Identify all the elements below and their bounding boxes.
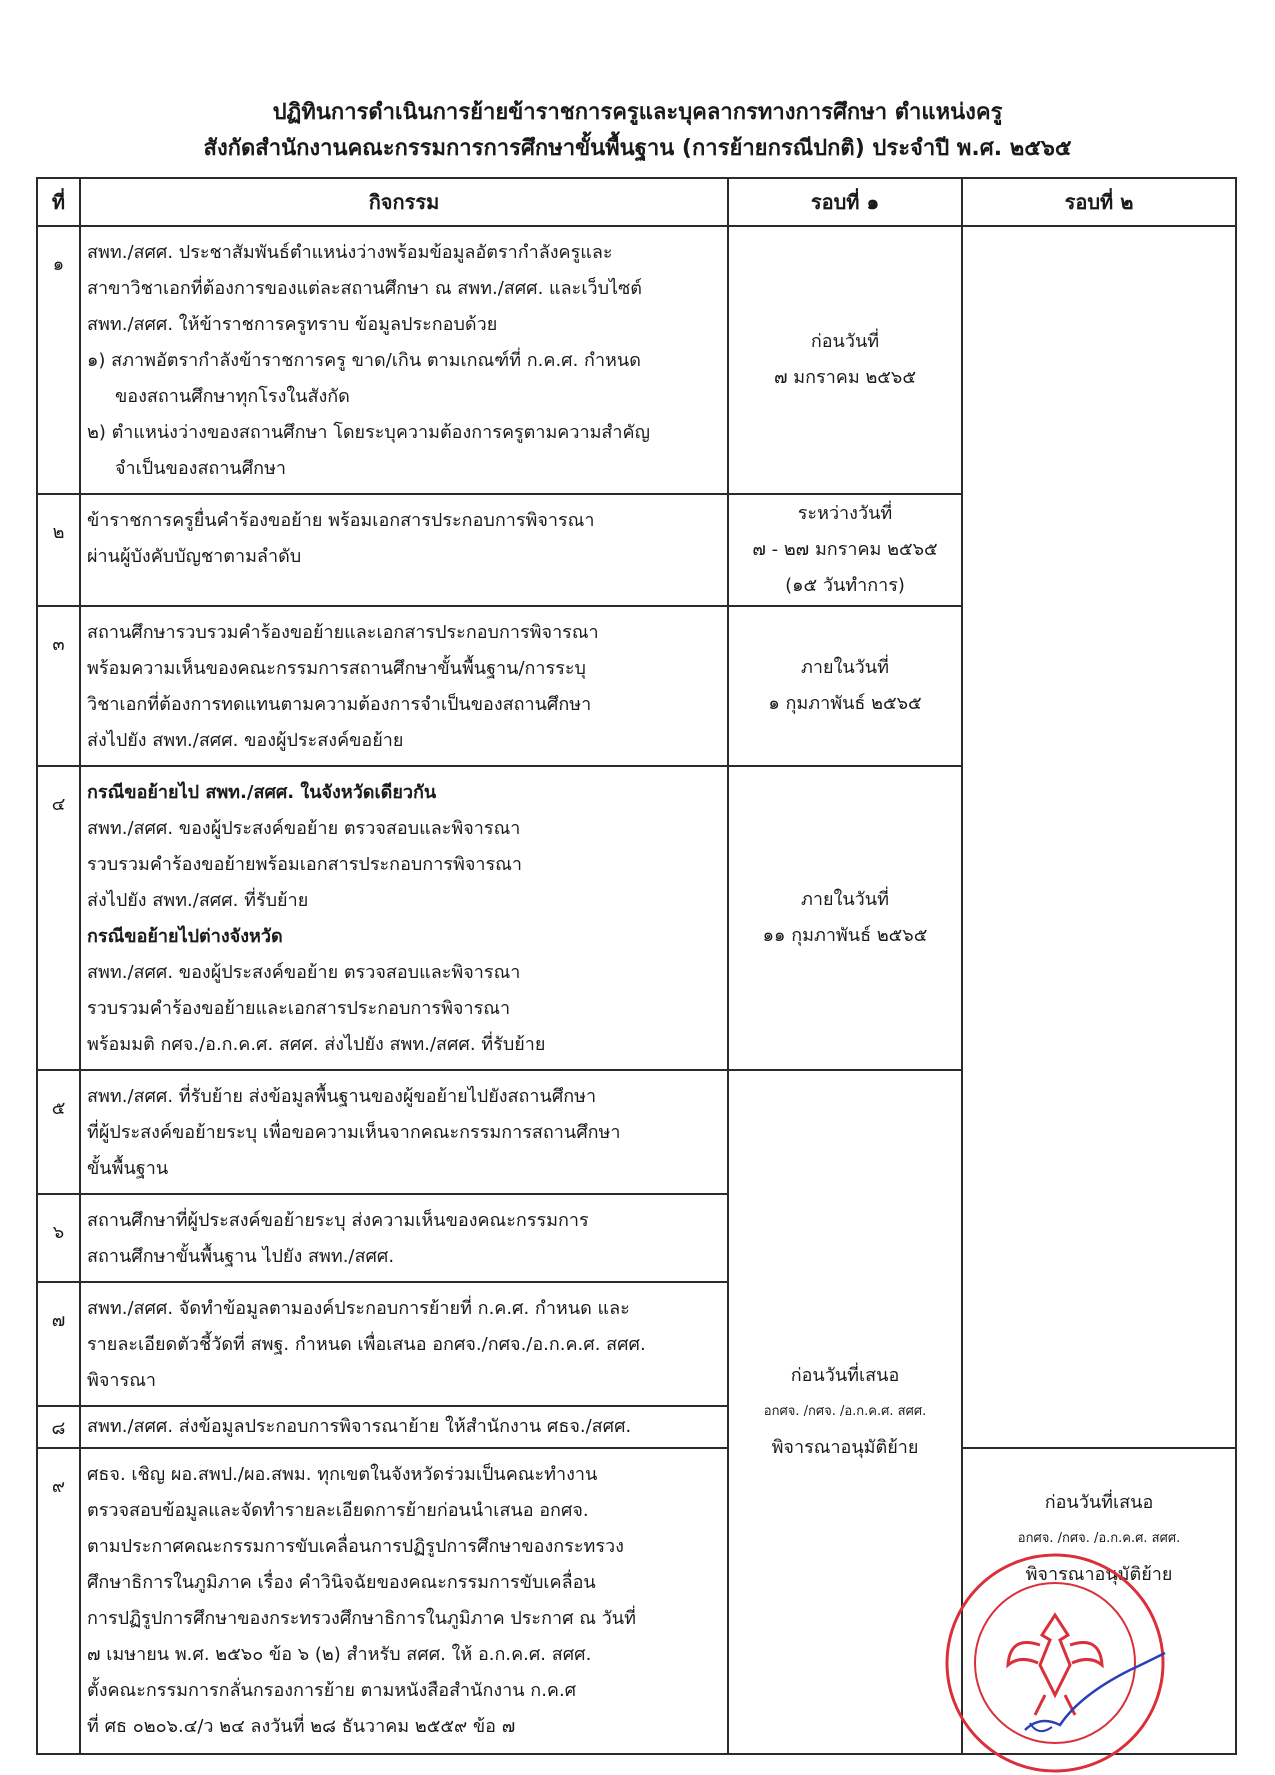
activity-line: ที่ผู้ประสงค์ขอย้ายระบุ เพื่อขอความเห็นจากคณะกรรมการสถานศึกษา [87,1122,621,1143]
activity-line: จำเป็นของสถานศึกษา [115,458,287,479]
row-number: ๗ [37,1282,80,1406]
date-line: อกศจ. /กศจ. /อ.ก.ค.ศ. สศศ. [1017,1531,1181,1546]
round-1-date [728,766,962,1070]
activity-line: รายละเอียดตัวชี้วัดที่ สพฐ. กำหนด เพื่อเสนอ อกศจ./กศจ./อ.ก.ค.ศ. สศศ. [87,1334,646,1355]
activity-line: การปฏิรูปการศึกษาของกระทรวงศึกษาธิการในภูมิภาค ประกาศ ณ วันที่ [87,1608,636,1629]
round-1-date-merged [728,1070,962,1754]
row-number: ๖ [37,1194,80,1282]
header-no: ที่ [37,178,80,226]
date-line: ๑๑ กุมภาพันธ์ ๒๕๖๕ [762,925,928,946]
activity-line: ๗ เมษายน พ.ศ. ๒๕๖๐ ข้อ ๖ (๒) สำหรับ สศศ. ให้ อ.ก.ค.ศ. สศศ. [87,1644,592,1665]
activity-cell [80,766,728,1070]
activity-line: ของสถานศึกษาทุกโรงในสังกัด [115,386,350,407]
page-title-line-1: ปฏิทินการดำเนินการย้ายข้าราชการครูและบุคลากรทางการศึกษา ตำแหน่งครู [272,100,1003,125]
round-2-blank [962,226,1236,1448]
activity-line: สพท./สศศ. ของผู้ประสงค์ขอย้าย ตรวจสอบและพิจารณา [87,962,521,983]
date-line: ก่อนวันที่เสนอ [790,1365,900,1386]
row-number: ๑ [37,226,80,494]
round-1-date [728,494,962,606]
activity-cell [80,606,728,766]
activity-line: ตรวจสอบข้อมูลและจัดทำรายละเอียดการย้ายก่อนนำเสนอ อกศจ. [87,1500,589,1521]
activity-subheading: กรณีขอย้ายไป สพท./สศศ. ในจังหวัดเดียวกัน [87,782,437,803]
activity-line: สถานศึกษาที่ผู้ประสงค์ขอย้ายระบุ ส่งความเห็นของคณะกรรมการ [87,1210,589,1231]
date-line: พิจารณาอนุมัติย้าย [1025,1564,1173,1585]
date-line: พิจารณาอนุมัติย้าย [771,1437,919,1458]
activity-line: ข้าราชการครูยื่นคำร้องขอย้าย พร้อมเอกสารประกอบการพิจารณา [87,510,595,531]
date-line: ภายในวันที่ [801,657,889,678]
row-number: ๘ [37,1406,80,1448]
date-line: ก่อนวันที่ [810,331,880,352]
activity-line: สพท./สศศ. ประชาสัมพันธ์ตำแหน่งว่างพร้อมข้อมูลอัตรากำลังครูและ [87,242,613,263]
activity-line: ส่งไปยัง สพท./สศศ. ของผู้ประสงค์ขอย้าย [87,730,404,751]
activity-subheading: กรณีขอย้ายไปต่างจังหวัด [87,926,283,947]
activity-line: ๒) ตำแหน่งว่างของสถานศึกษา โดยระบุความต้องการครูตามความสำคัญ [87,422,650,443]
activity-line: ผ่านผู้บังคับบัญชาตามลำดับ [87,546,302,567]
table-row [37,226,1236,494]
activity-line: ศึกษาธิการในภูมิภาค เรื่อง คำวินิจฉัยของคณะกรรมการขับเคลื่อน [87,1572,596,1593]
activity-line: รวบรวมคำร้องขอย้ายและเอกสารประกอบการพิจารณา [87,998,511,1019]
date-line: ระหว่างวันที่ [797,503,893,524]
activity-cell [80,1406,728,1448]
row-number: ๓ [37,606,80,766]
activity-line: สาขาวิชาเอกที่ต้องการของแต่ละสถานศึกษา ณ สพท./สศศ. และเว็บไซต์ [87,278,642,299]
row-number: ๕ [37,1070,80,1194]
date-line: ๑ กุมภาพันธ์ ๒๕๖๕ [768,693,922,714]
activity-line: พร้อมความเห็นของคณะกรรมการสถานศึกษาขั้นพื้นฐาน/การระบุ [87,658,586,679]
date-line: ภายในวันที่ [801,889,889,910]
activity-line: ขั้นพื้นฐาน [87,1158,169,1179]
row-number: ๒ [37,494,80,606]
activity-line: วิชาเอกที่ต้องการทดแทนตามความต้องการจำเป็นของสถานศึกษา [87,694,592,715]
activity-cell [80,1070,728,1194]
activity-line: พร้อมมติ กศจ./อ.ก.ค.ศ. สศศ. ส่งไปยัง สพท./สศศ. ที่รับย้าย [87,1034,546,1055]
round-1-date [728,606,962,766]
activity-line: ศธจ. เชิญ ผอ.สพป./ผอ.สพม. ทุกเขตในจังหวัดร่วมเป็นคณะทำงาน [87,1464,598,1485]
activity-line: สถานศึกษาขั้นพื้นฐาน ไปยัง สพท./สศศ. [87,1246,395,1267]
activity-line: รวบรวมคำร้องขอย้ายพร้อมเอกสารประกอบการพิจารณา [87,854,522,875]
date-line: ๗ มกราคม ๒๕๖๕ [774,367,916,388]
activity-line: สพท./สศศ. ส่งข้อมูลประกอบการพิจารณาย้าย ให้สำนักงาน ศธจ./สศศ. [87,1416,632,1437]
schedule-table [36,177,1237,1755]
activity-line: ที่ ศธ ๐๒๐๖.๔/ว ๒๔ ลงวันที่ ๒๘ ธันวาคม ๒๕๕๙ ข้อ ๗ [87,1716,516,1737]
activity-line: ๑) สภาพอัตรากำลังข้าราชการครู ขาด/เกิน ตามเกณฑ์ที่ ก.ค.ศ. กำหนด [87,350,641,371]
activity-cell [80,1448,728,1754]
activity-line: สพท./สศศ. ที่รับย้าย ส่งข้อมูลพื้นฐานของผู้ขอย้ายไปยังสถานศึกษา [87,1086,597,1107]
date-line: อกศจ. /กศจ. /อ.ก.ค.ศ. สศศ. [763,1404,927,1419]
table-row [37,1448,1236,1754]
activity-line: ตามประกาศคณะกรรมการขับเคลื่อนการปฏิรูปการศึกษาของกระทรวง [87,1536,624,1557]
date-line: (๑๕ วันทำการ) [785,575,905,596]
activity-cell [80,1194,728,1282]
activity-line: สพท./สศศ. จัดทำข้อมูลตามองค์ประกอบการย้ายที่ ก.ค.ศ. กำหนด และ [87,1298,630,1319]
round-2-date [962,1448,1236,1754]
date-line: ก่อนวันที่เสนอ [1044,1492,1154,1513]
round-1-date [728,226,962,494]
activity-line: ตั้งคณะกรรมการกลั่นกรองการย้าย ตามหนังสือสำนักงาน ก.ค.ศ [87,1680,577,1701]
header-round-2: รอบที่ ๒ [962,178,1236,226]
activity-line: สถานศึกษารวบรวมคำร้องขอย้ายและเอกสารประกอบการพิจารณา [87,622,599,643]
header-activity: กิจกรรม [80,178,728,226]
activity-line: สพท./สศศ. ของผู้ประสงค์ขอย้าย ตรวจสอบและพิจารณา [87,818,521,839]
row-number: ๙ [37,1448,80,1754]
activity-line: ส่งไปยัง สพท./สศศ. ที่รับย้าย [87,890,309,911]
activity-cell [80,1282,728,1406]
activity-line: สพท./สศศ. ให้ข้าราชการครูทราบ ข้อมูลประกอบด้วย [87,314,498,335]
row-number: ๔ [37,766,80,1070]
header-round-1: รอบที่ ๑ [728,178,962,226]
date-line: ๗ - ๒๗ มกราคม ๒๕๖๕ [752,539,938,560]
activity-cell [80,494,728,606]
activity-line: พิจารณา [87,1370,156,1391]
header-row [37,178,1236,226]
activity-cell [80,226,728,494]
page-title-line-2: สังกัดสำนักงานคณะกรรมการการศึกษาขั้นพื้นฐาน (การย้ายกรณีปกติ) ประจำปี พ.ศ. ๒๕๖๕ [203,136,1072,161]
